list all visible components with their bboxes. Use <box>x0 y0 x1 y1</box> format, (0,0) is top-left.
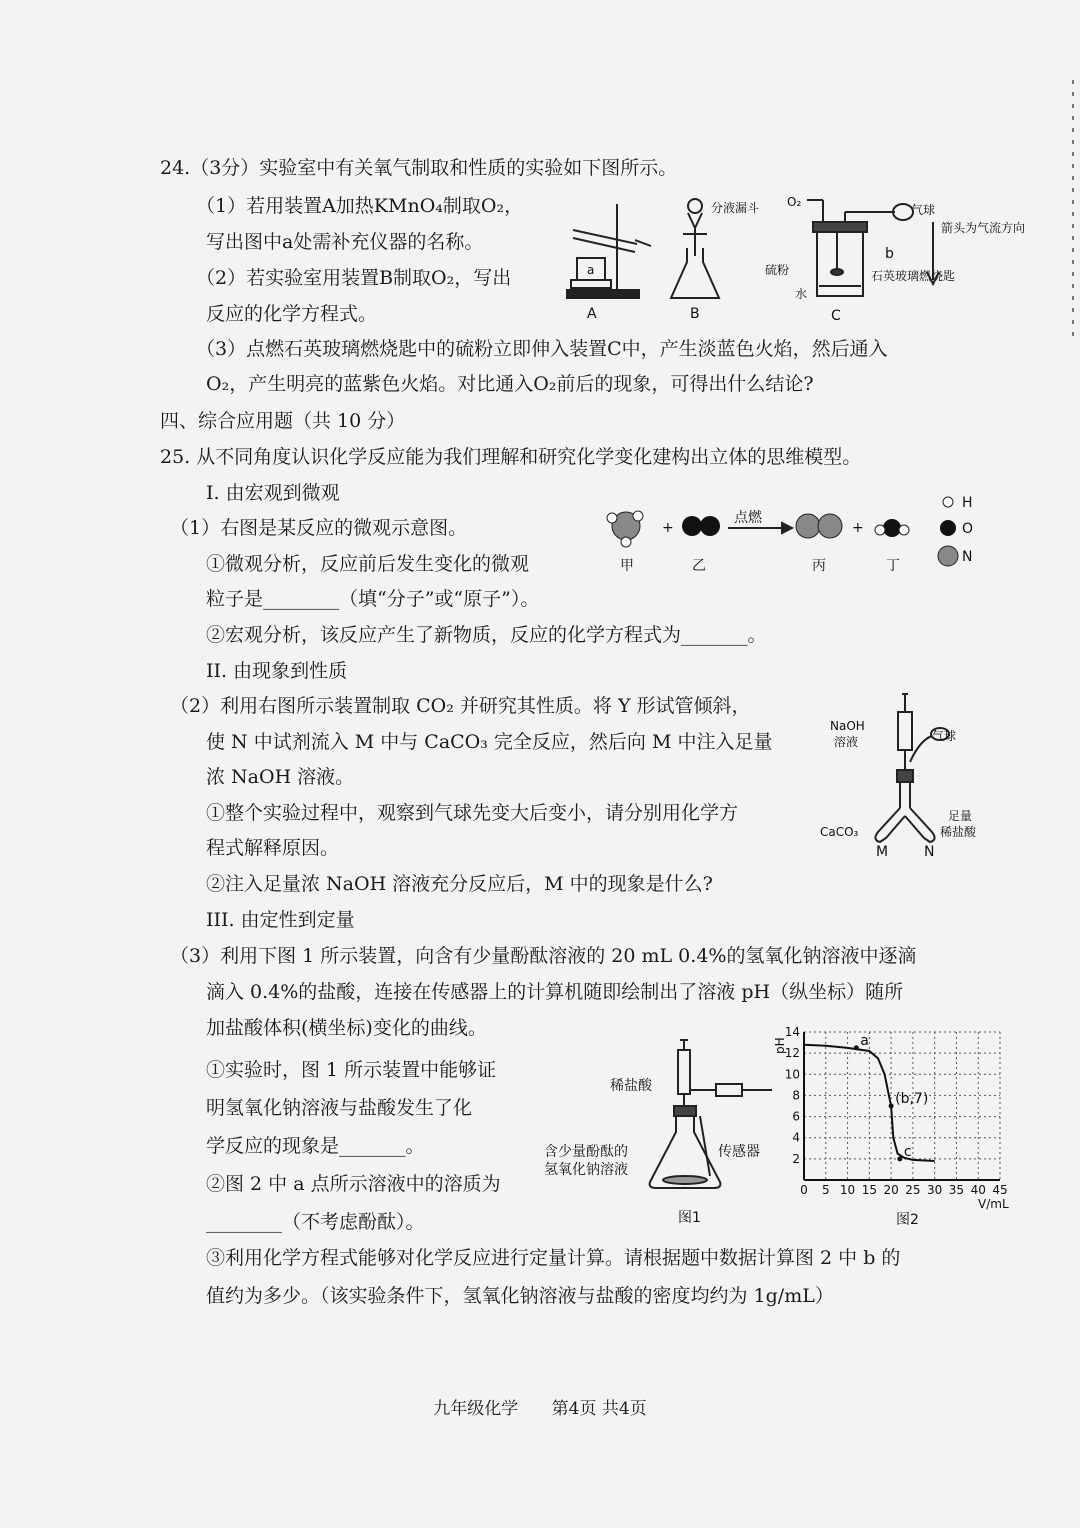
y-tick-label: 6 <box>792 1109 800 1124</box>
y-tick-label: 14 <box>784 1025 800 1039</box>
naoh-label: NaOH <box>830 719 865 733</box>
x-tick-label: 10 <box>839 1183 856 1197</box>
page-footer <box>0 1394 1080 1419</box>
arrow-note: 箭头为气流方向 <box>941 221 1026 235</box>
q25-part2-line3: 浓 NaOH 溶液。 <box>206 766 355 788</box>
molecule-yi <box>682 516 720 536</box>
q25-heading-1: I. 由宏观到微观 <box>206 482 340 504</box>
figure1-caption: 图1 <box>678 1210 701 1226</box>
q24-part1-line2: 写出图中a处需补充仪器的名称。 <box>206 231 484 253</box>
q25-part3-iii-line2: 值约为多少。（该实验条件下，氢氧化钠溶液与盐酸的密度均约为 1g/mL） <box>206 1285 834 1307</box>
q25-stem: 25. 从不同角度认识化学反应能为我们理解和研究化学变化建构出立体的思维模型。 <box>160 446 862 468</box>
y-tick-label: 12 <box>784 1046 800 1061</box>
x-tick-label: 45 <box>992 1183 1008 1197</box>
q25-part1-i-line2: 粒子是________（填“分子”或“原子”）。 <box>206 588 540 610</box>
x-tick-label: 5 <box>821 1183 830 1197</box>
apparatus-a <box>567 204 651 298</box>
x-tick-label: 25 <box>905 1183 921 1197</box>
x-tick-label: 30 <box>927 1183 943 1197</box>
q25-part3-iii-line1: ③利用化学方程式能够对化学反应进行定量计算。请根据题中数据计算图 2 中 b 的 <box>206 1247 901 1269</box>
svg-text:+: + <box>662 520 674 536</box>
data-point-label: c <box>903 1143 912 1160</box>
label-N: N <box>924 844 935 860</box>
solution-label-2: 氢氧化钠溶液 <box>544 1162 628 1178</box>
b-label: b <box>885 246 894 262</box>
molecule-ding <box>875 519 909 537</box>
acid-label-1: 足量 <box>948 809 973 823</box>
x-tick-label: 15 <box>861 1183 877 1197</box>
reaction-condition: 点燃 <box>734 510 762 526</box>
data-point <box>897 1156 902 1161</box>
data-point-label: (b,7) <box>895 1091 929 1107</box>
q25-part3-i-line1: ①实验时，图 1 所示装置中能够证 <box>206 1059 497 1081</box>
label-M: M <box>876 844 889 860</box>
q25-part3-line2: 滴入 0.4%的盐酸，连接在传感器上的计算机随即绘制出了溶液 pH（纵坐标）随所 <box>206 981 904 1003</box>
acid-label: 稀盐酸 <box>610 1078 652 1094</box>
micro-reaction-figure <box>598 492 998 584</box>
q24-part3-line2: O₂，产生明亮的蓝紫色火焰。对比通入O₂前后的现象，可得出什么结论? <box>206 373 814 395</box>
y-tick-label: 2 <box>792 1151 800 1166</box>
figure2-caption: 图2 <box>896 1212 919 1228</box>
label-C: C <box>831 308 841 324</box>
airflow-arrow <box>927 222 939 284</box>
acid-label-2: 稀盐酸 <box>940 825 977 839</box>
y-tube-figure <box>820 690 1000 860</box>
x-tick-label: 20 <box>883 1183 899 1197</box>
x-axis-label: V/mL <box>978 1197 1009 1211</box>
q25-part3-ii-line2: ________（不考虑酚酞）。 <box>206 1211 425 1233</box>
q25-part3-i-line3: 学反应的现象是_______。 <box>206 1135 425 1157</box>
conical-flask <box>650 1106 721 1188</box>
q25-part3-line1: （3）利用下图 1 所示装置，向含有少量酚酞溶液的 20 mL 0.4%的氢氧化钠溶液中逐滴 <box>170 945 917 967</box>
q24-part2-line1: （2）若实验室用装置B制取O₂，写出 <box>196 267 512 289</box>
q24-part2-line2: 反应的化学方程式。 <box>206 303 378 325</box>
footer-page: 第4页 共4页 <box>551 1399 647 1419</box>
q25-part2-line2: 使 N 中试剂流入 M 中与 CaCO₃ 完全反应，然后向 M 中注入足量 <box>206 731 773 753</box>
sulfur-label: 硫粉 <box>765 263 790 277</box>
q25-part3-i-line2: 明氢氧化钠溶液与盐酸发生了化 <box>206 1097 473 1119</box>
q25-part2-ii: ②注入足量浓 NaOH 溶液充分反应后，M 中的现象是什么? <box>206 873 713 895</box>
balloon-label-c: 气球 <box>911 203 936 217</box>
y-tube <box>875 770 934 842</box>
svg-text:+: + <box>852 520 864 536</box>
ph-chart <box>772 1024 1012 1234</box>
data-point <box>854 1045 859 1050</box>
section-4-title: 四、综合应用题（共 10 分） <box>160 410 406 432</box>
x-tick-label: 40 <box>970 1183 986 1197</box>
q24-part3-line1: （3）点燃石英玻璃燃烧匙中的硫粉立即伸入装置C中，产生淡蓝色火焰，然后通入 <box>196 338 888 360</box>
titration-figure <box>540 1036 780 1236</box>
oxygen-apparatus-figure <box>555 192 1026 332</box>
name-bing: 丙 <box>812 558 826 574</box>
svg-text:H: H <box>962 495 973 511</box>
water-label: 水 <box>795 287 808 301</box>
solution-label-1: 含少量酚酞的 <box>544 1144 628 1160</box>
q24-stem: 24.（3分）实验室中有关氧气制取和性质的实验如下图所示。 <box>160 157 678 179</box>
atom-legend <box>938 495 973 566</box>
q25-part1-i-line1: ①微观分析，反应前后发生变化的微观 <box>206 553 530 575</box>
y-tick-label: 10 <box>784 1067 800 1082</box>
o2-label: O₂ <box>787 195 802 209</box>
balloon-label-y: 气球 <box>932 729 957 743</box>
svg-text:O: O <box>962 521 974 537</box>
funnel-label: 分液漏斗 <box>711 201 760 215</box>
q25-heading-3: III. 由定性到定量 <box>206 909 355 931</box>
data-point <box>889 1104 894 1109</box>
q25-part2-line1: （2）利用右图所示装置制取 CO₂ 并研究其性质。将 Y 形试管倾斜， <box>170 695 751 717</box>
sensor-cable <box>690 1084 772 1096</box>
caco3-label: CaCO₃ <box>820 825 859 839</box>
name-yi: 乙 <box>692 558 706 574</box>
x-tick-label: 0 <box>800 1183 808 1197</box>
chart-ticks <box>785 1025 1008 1197</box>
q25-part3-line3: 加盐酸体积(横坐标)变化的曲线。 <box>206 1017 487 1039</box>
molecule-bing <box>796 514 842 538</box>
q25-heading-2: II. 由现象到性质 <box>206 660 348 682</box>
spoon-label: 石英玻璃燃烧匙 <box>871 269 956 283</box>
x-tick-label: 35 <box>948 1183 965 1197</box>
scan-edge-marks <box>1072 80 1074 340</box>
q24-part1-line1: （1）若用装置A加热KMnO₄制取O₂， <box>196 195 524 217</box>
y-axis-label: pH <box>773 1037 787 1054</box>
label-B: B <box>690 306 700 322</box>
molecule-jia <box>607 511 643 547</box>
y-tick-label: 8 <box>792 1088 800 1103</box>
q25-part1: （1）右图是某反应的微观示意图。 <box>170 517 468 539</box>
svg-text:N: N <box>962 549 973 565</box>
y-tick-label: 4 <box>792 1130 800 1145</box>
solution-label: 溶液 <box>834 735 859 749</box>
label-a: a <box>587 263 595 277</box>
label-A: A <box>587 306 597 322</box>
q25-part3-ii-line1: ②图 2 中 a 点所示溶液中的溶质为 <box>206 1173 501 1195</box>
burette <box>678 1040 690 1110</box>
q25-part2-i-line1: ①整个实验过程中，观察到气球先变大后变小，请分别用化学方 <box>206 802 739 824</box>
name-ding: 丁 <box>886 558 900 574</box>
data-point-label: a <box>860 1032 869 1049</box>
footer-subject: 九年级化学 <box>433 1399 519 1419</box>
q25-part1-ii: ②宏观分析，该反应产生了新物质，反应的化学方程式为_______。 <box>206 624 767 646</box>
q25-part2-i-line2: 程式解释原因。 <box>206 837 340 859</box>
name-jia: 甲 <box>620 558 634 574</box>
sensor-label: 传感器 <box>718 1144 760 1160</box>
